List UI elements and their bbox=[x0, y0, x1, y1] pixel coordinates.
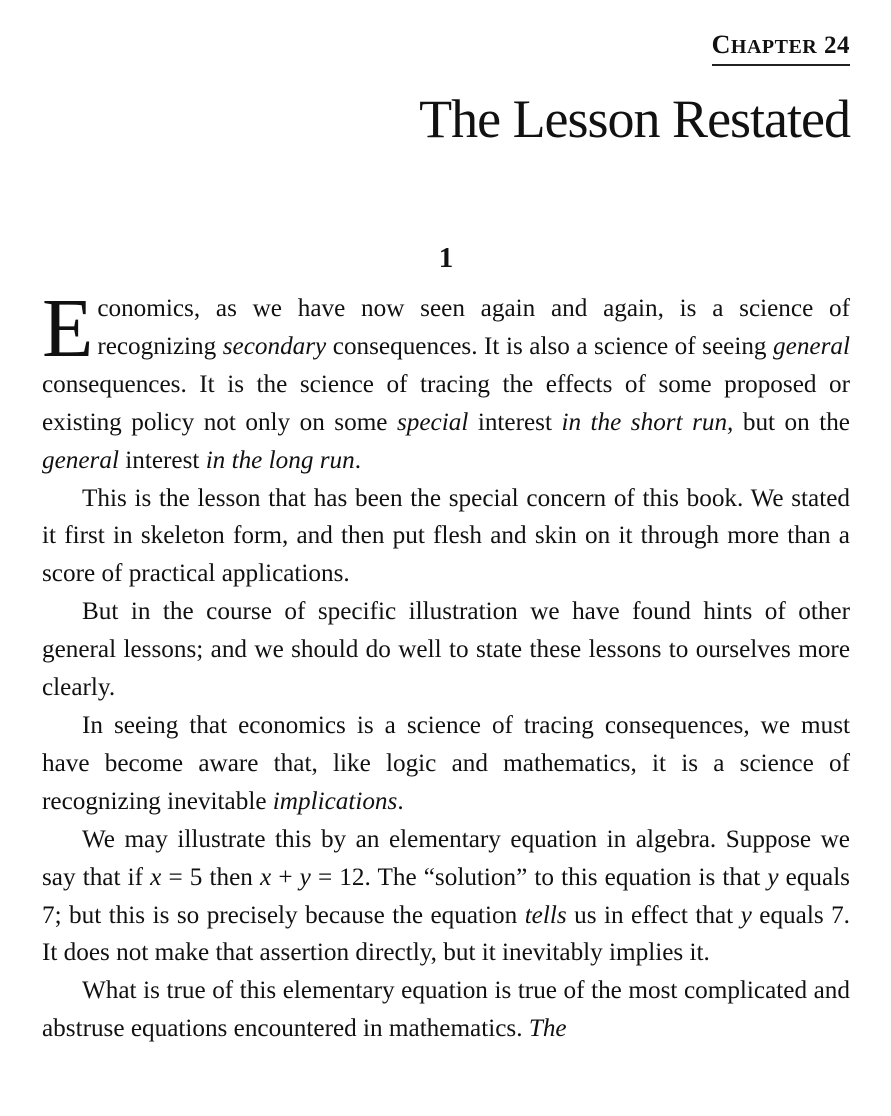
chapter-label-initial: C bbox=[711, 30, 731, 59]
section-number: 1 bbox=[438, 242, 454, 274]
text-run: In seeing that economics is a science of tracing consequences, we must have become aware that, like logic and mathematics, it is a science of recognizing inevitable bbox=[42, 711, 850, 815]
chapter-title: The Lesson Restated bbox=[419, 89, 850, 149]
italic-run: tells bbox=[524, 901, 567, 929]
italic-run: secondary bbox=[222, 332, 327, 360]
paragraph-2: This is the lesson that has been the special concern of this book. We stated it first in skeleton form, and then put flesh and skin on it through more than a score of practical applications. bbox=[42, 484, 850, 588]
text-run: . bbox=[354, 446, 362, 474]
chapter-label-rest: HAPTER bbox=[730, 36, 818, 58]
text-run: consequences. It is the science of tracing the effects of some proposed or existing policy not only on some bbox=[42, 370, 850, 436]
italic-run: in the long run bbox=[205, 446, 355, 474]
italic-run: general bbox=[773, 332, 850, 360]
italic-run: implications bbox=[272, 787, 398, 815]
text-run: . bbox=[397, 787, 404, 815]
text-run: + bbox=[271, 863, 300, 891]
paragraph-1 bbox=[42, 282, 850, 480]
text-run: conomics, as we have now seen again and again, is a science of recognizing bbox=[97, 295, 850, 360]
paragraph-4 bbox=[42, 707, 850, 821]
text-run: We may illustrate this by an elementary equation in algebra. Suppose we say that if bbox=[42, 825, 850, 891]
math-variable: y bbox=[299, 863, 311, 891]
italic-run: special bbox=[396, 408, 469, 436]
text-run: = 5 then bbox=[161, 863, 260, 891]
math-variable: y bbox=[767, 863, 779, 891]
text-run: equals 7; but this is so precisely because the equation bbox=[42, 863, 850, 929]
text-run: = 12. The “solution” to this equation is that bbox=[310, 863, 768, 891]
drop-cap: E bbox=[42, 282, 94, 375]
body-text bbox=[42, 282, 850, 1048]
math-variable: y bbox=[740, 901, 752, 929]
italic-run: general bbox=[42, 446, 119, 474]
chapter-number: 24 bbox=[824, 32, 850, 59]
text-run: but on the bbox=[733, 408, 850, 436]
math-variable: x bbox=[150, 863, 162, 891]
text-run: equals 7. It does not make that assertion directly, but it inevitably implies it. bbox=[42, 901, 850, 967]
paragraph-5 bbox=[42, 821, 850, 973]
text-run: interest bbox=[118, 446, 206, 474]
italic-run: in the short run, bbox=[561, 408, 734, 436]
text-run: interest bbox=[468, 408, 562, 436]
chapter-label bbox=[712, 32, 850, 66]
text-run: consequences. It is also a science of seeing bbox=[326, 332, 774, 360]
math-variable: x bbox=[260, 863, 272, 891]
paragraph-6 bbox=[42, 972, 850, 1048]
text-run: What is true of this elementary equation is true of the most complicated and abstruse equations encountered in mathematics. bbox=[42, 977, 850, 1043]
text-run: us in effect that bbox=[566, 901, 741, 929]
paragraph-3: But in the course of specific illustration we have found hints of other general lessons; and we should do well to state these lessons to ourselves more clearly. bbox=[42, 598, 850, 702]
italic-run: The bbox=[528, 1015, 567, 1043]
